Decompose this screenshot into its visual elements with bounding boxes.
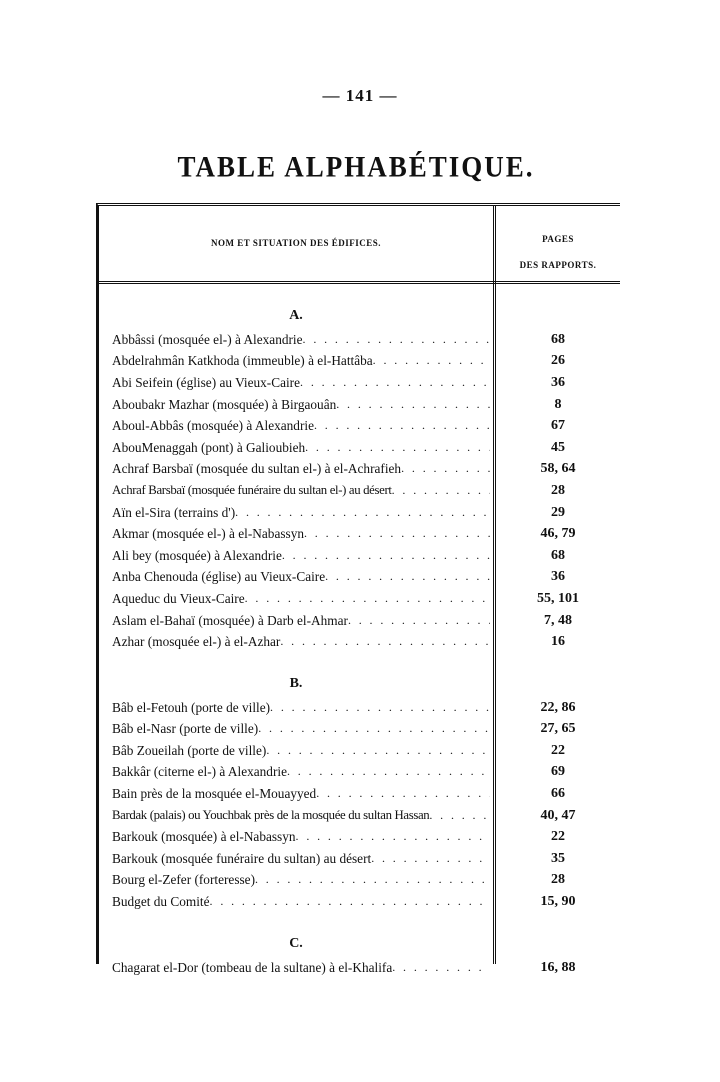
- index-entry-row: [99, 394, 620, 416]
- entry-name: Bardak (palais) ou Youchbak près de la mosquée du sultan Hassan: [112, 808, 430, 823]
- index-entry-row: [99, 870, 620, 892]
- index-entry-row: [99, 329, 620, 351]
- index-entry-row: [99, 588, 620, 610]
- dot-leader: [245, 591, 490, 607]
- entry-pages: 46, 79: [540, 526, 576, 542]
- name-column-header: NOM ET SITUATION DES ÉDIFICES.: [211, 238, 381, 248]
- pages-header-line1: PAGES: [542, 234, 574, 244]
- entry-text: [112, 569, 490, 585]
- index-entry-row: [99, 523, 620, 545]
- entry-pages: 36: [551, 569, 565, 585]
- index-entry-row: [99, 891, 620, 913]
- dot-leader: [210, 894, 490, 910]
- index-entry-row: [99, 610, 620, 632]
- entry-pages: 58, 64: [540, 461, 576, 477]
- index-entry-row: [99, 480, 620, 502]
- entry-text: [112, 851, 490, 867]
- dot-leader: [392, 960, 490, 976]
- index-entry-row: [99, 351, 620, 373]
- dot-leader: [300, 375, 490, 391]
- entry-pages: 22: [551, 829, 565, 845]
- index-entry-row: [99, 502, 620, 524]
- dot-leader: [270, 700, 490, 716]
- dot-leader: [282, 548, 490, 564]
- index-entry-row: [99, 826, 620, 848]
- dot-leader: [266, 743, 490, 759]
- section-letter: C.: [289, 935, 303, 951]
- entry-pages: 55, 101: [537, 590, 579, 606]
- entry-name: Aqueduc du Vieux-Caire: [112, 590, 245, 606]
- index-entry-row: [99, 848, 620, 870]
- index-entry-row: [99, 372, 620, 394]
- entry-name: Aslam el-Bahaï (mosquée) à Darb el-Ahmar: [112, 612, 348, 628]
- pages-header-line2: DES RAPPORTS.: [519, 260, 597, 270]
- entry-text: [112, 743, 490, 759]
- entry-text: [112, 591, 490, 607]
- page-title: TABLE ALPHABÉTIQUE.: [177, 150, 535, 184]
- dot-leader: [305, 440, 490, 456]
- entry-text: [112, 526, 490, 542]
- dot-leader: [316, 786, 490, 802]
- entry-text: [112, 461, 490, 477]
- dot-leader: [336, 397, 490, 413]
- entry-text: [112, 332, 490, 348]
- dot-leader: [348, 613, 490, 629]
- entry-name: Barkouk (mosquée funéraire du sultan) au désert: [112, 850, 372, 866]
- entry-name: Chagarat el-Dor (tombeau de la sultane) à el-Khalifa: [112, 959, 393, 975]
- entry-pages: 22: [551, 742, 565, 758]
- dot-leader: [373, 353, 490, 369]
- entry-pages: 35: [551, 850, 565, 866]
- index-entry-row: [99, 719, 620, 741]
- entry-text: [112, 375, 490, 391]
- dot-leader: [314, 418, 490, 434]
- dot-leader: [401, 461, 490, 477]
- entry-pages: 28: [551, 482, 565, 498]
- dot-leader: [429, 808, 490, 823]
- index-entry-row: [99, 567, 620, 589]
- index-entry-row: [99, 415, 620, 437]
- entry-text: [112, 721, 490, 737]
- index-entry-row: [99, 631, 620, 653]
- pages-column-header: [496, 226, 620, 278]
- entry-pages: 16, 88: [540, 959, 576, 975]
- dot-leader: [296, 829, 490, 845]
- entry-text: [112, 960, 490, 976]
- dot-leader: [258, 721, 490, 737]
- section-letter: B.: [289, 675, 303, 691]
- entry-text: [112, 548, 490, 564]
- page-number: — 141 —: [322, 86, 398, 105]
- dot-leader: [255, 872, 490, 888]
- entry-text: [112, 418, 490, 434]
- dot-leader: [325, 569, 490, 585]
- entry-name: Anba Chenouda (église) au Vieux-Caire: [112, 569, 326, 585]
- entry-text: [112, 829, 490, 845]
- entry-name: Abbâssi (mosquée el-) à Alexandrie: [112, 331, 303, 347]
- index-entry-row: [99, 545, 620, 567]
- dot-leader: [371, 851, 490, 867]
- entry-text: [112, 808, 490, 823]
- entry-name: Budget du Comité: [112, 894, 210, 910]
- entry-pages: 68: [551, 547, 565, 563]
- entry-text: [112, 613, 490, 629]
- entry-name: Bâb Zoueilah (porte de ville): [112, 742, 267, 758]
- entry-name: Aïn el-Sira (terrains d'): [112, 504, 236, 520]
- index-entry-row: [99, 762, 620, 784]
- entry-text: [112, 440, 490, 456]
- entry-name: Achraf Barsbaï (mosquée funéraire du sultan el-) au désert: [112, 483, 392, 498]
- entry-name: Ali bey (mosquée) à Alexandrie: [112, 547, 282, 563]
- entry-pages: 15, 90: [540, 894, 576, 910]
- entry-pages: 22, 86: [540, 699, 576, 715]
- entry-name: Abdelrahmân Katkhoda (immeuble) à el-Hattâba: [112, 353, 373, 369]
- entry-pages: 16: [551, 634, 565, 650]
- entry-text: [112, 764, 490, 780]
- entry-text: [112, 634, 490, 650]
- index-entry-row: [99, 697, 620, 719]
- entry-name: Akmar (mosquée el-) à el-Nabassyn: [112, 526, 304, 542]
- entry-name: Bâb el-Fetouh (porte de ville): [112, 699, 271, 715]
- entry-pages: 26: [551, 353, 565, 369]
- entry-name: Bourg el-Zefer (forteresse): [112, 872, 255, 888]
- entry-name: Barkouk (mosquée) à el-Nabassyn: [112, 829, 296, 845]
- dot-leader: [280, 634, 490, 650]
- entry-text: [112, 483, 490, 498]
- index-entry-row: [99, 459, 620, 481]
- entry-pages: 40, 47: [540, 807, 576, 823]
- index-entry-row: [99, 805, 620, 827]
- section-gap: [99, 653, 620, 671]
- dot-leader: [392, 483, 490, 498]
- header-rule: [99, 281, 620, 284]
- entry-pages: 27, 65: [540, 721, 576, 737]
- entry-pages: 7, 48: [544, 612, 572, 628]
- entry-text: [112, 872, 490, 888]
- entry-text: [112, 353, 490, 369]
- dot-leader: [287, 764, 490, 780]
- entry-name: Bain près de la mosquée el-Mouayyed: [112, 786, 317, 802]
- entry-name: Abi Seifein (église) au Vieux-Caire: [112, 374, 301, 390]
- entry-name: Bakkâr (citerne el-) à Alexandrie: [112, 764, 287, 780]
- entry-text: [112, 700, 490, 716]
- dot-leader: [235, 505, 490, 521]
- index-entry-row: [99, 740, 620, 762]
- dot-leader: [303, 332, 490, 348]
- entry-text: [112, 397, 490, 413]
- dot-leader: [304, 526, 490, 542]
- entry-pages: 29: [551, 504, 565, 520]
- entry-pages: 45: [551, 439, 565, 455]
- entry-name: Bâb el-Nasr (porte de ville): [112, 721, 259, 737]
- entry-pages: 66: [551, 786, 565, 802]
- entry-name: Aboubakr Mazhar (mosquée) à Birgaouân: [112, 396, 337, 412]
- entry-text: [112, 505, 490, 521]
- entry-name: Azhar (mosquée el-) à el-Azhar: [112, 634, 281, 650]
- entry-text: [112, 894, 490, 910]
- entry-text: [112, 786, 490, 802]
- index-entry-row: [99, 783, 620, 805]
- section-letter: A.: [289, 308, 303, 323]
- entry-name: AbouMenaggah (pont) à Galioubieh: [112, 439, 306, 455]
- entry-pages: 67: [551, 418, 565, 434]
- index-entry-row: [99, 437, 620, 459]
- entry-name: Aboul-Abbâs (mosquée) à Alexandrie: [112, 418, 314, 434]
- entry-pages: 8: [554, 396, 562, 412]
- entry-pages: 68: [551, 331, 565, 347]
- index-entry-row: [99, 957, 620, 979]
- entry-name: Achraf Barsbaï (mosquée du sultan el-) à el-Achrafieh: [112, 461, 402, 477]
- table-body: [99, 303, 620, 978]
- section-gap: [99, 913, 620, 931]
- entry-pages: 69: [551, 764, 565, 780]
- entry-pages: 28: [551, 872, 565, 888]
- entry-pages: 36: [551, 374, 565, 390]
- index-table: [96, 203, 620, 975]
